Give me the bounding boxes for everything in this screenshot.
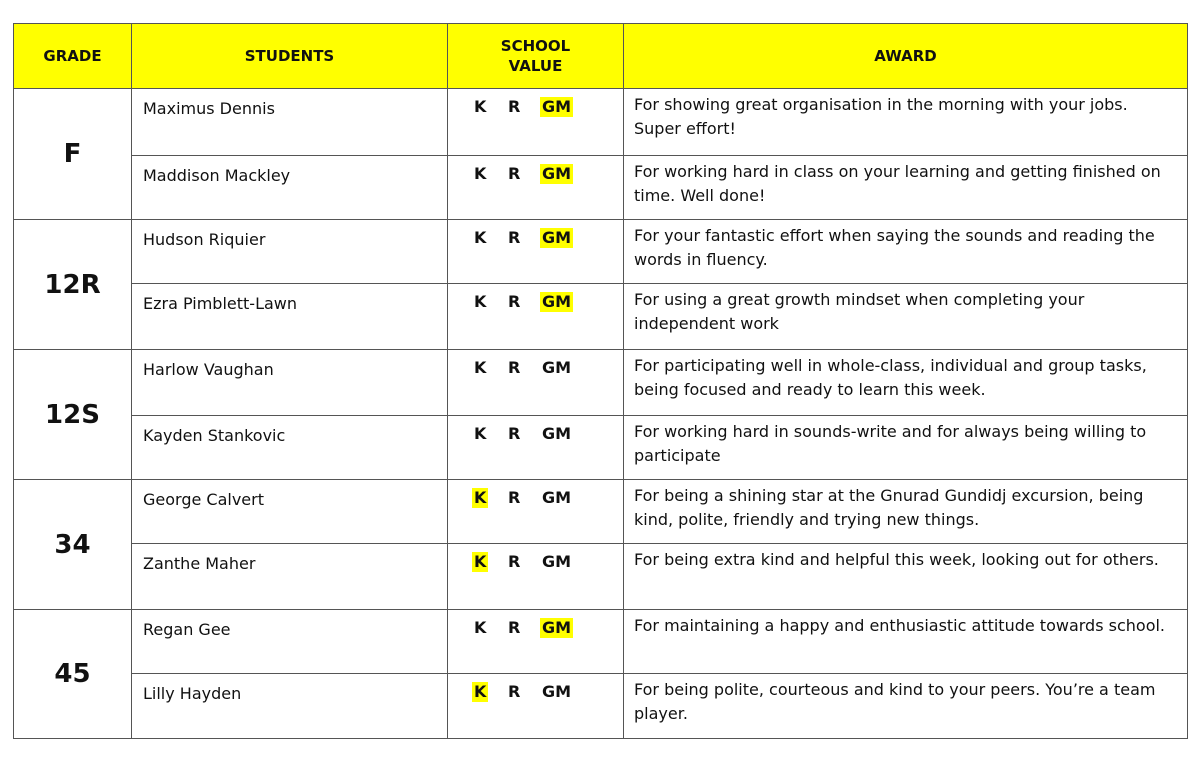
- school-value-cell: [448, 674, 624, 739]
- students-header: STUDENTS: [132, 24, 448, 89]
- value-k-highlighted: K: [474, 552, 487, 571]
- award-text: For being polite, courteous and kind to your peers. You’re a team player.: [624, 674, 1188, 739]
- school-value-group: [448, 618, 623, 642]
- value-r: R: [508, 552, 521, 571]
- award-text: For working hard in sounds-write and for always being willing to participate: [624, 416, 1188, 480]
- award-text: For showing great organisation in the morning with your jobs. Super effort!: [624, 89, 1188, 156]
- table-row: [14, 156, 1188, 220]
- student-name: Zanthe Maher: [132, 544, 448, 610]
- grade-cell: 12S: [14, 350, 132, 480]
- table-row: [14, 416, 1188, 480]
- school-value-group: [448, 682, 623, 706]
- value-gm: GM: [542, 682, 572, 701]
- value-r: R: [508, 424, 521, 443]
- header-row: [14, 24, 1188, 89]
- student-name: Maddison Mackley: [132, 156, 448, 220]
- award-text: For being a shining star at the Gnurad Gundidj excursion, being kind, polite, friendly and trying new things.: [624, 480, 1188, 544]
- school-value-group: [448, 228, 623, 252]
- value-r: R: [508, 97, 521, 116]
- student-name: Kayden Stankovic: [132, 416, 448, 480]
- value-k: K: [474, 164, 487, 183]
- table-row: [14, 350, 1188, 416]
- school-value-cell: [448, 284, 624, 350]
- value-r: R: [508, 292, 521, 311]
- school-value-cell: [448, 416, 624, 480]
- student-name: Regan Gee: [132, 610, 448, 674]
- value-r: R: [508, 358, 521, 377]
- school-value-cell: [448, 544, 624, 610]
- table-row: [14, 480, 1188, 544]
- value-k: K: [474, 424, 487, 443]
- table-row: [14, 674, 1188, 739]
- value-r: R: [508, 488, 521, 507]
- value-gm-highlighted: GM: [542, 164, 572, 183]
- award-text: For working hard in class on your learning and getting finished on time. Well done!: [624, 156, 1188, 220]
- table-header: [14, 24, 1188, 89]
- school-value-cell: [448, 220, 624, 284]
- school-value-group: [448, 358, 623, 382]
- award-text: For being extra kind and helpful this week, looking out for others.: [624, 544, 1188, 610]
- award-header: AWARD: [624, 24, 1188, 89]
- table-row: [14, 544, 1188, 610]
- student-name: George Calvert: [132, 480, 448, 544]
- school-value-cell: [448, 350, 624, 416]
- award-text: For participating well in whole-class, individual and group tasks, being focused and ready to learn this week.: [624, 350, 1188, 416]
- value-k: K: [474, 358, 487, 377]
- student-name: Harlow Vaughan: [132, 350, 448, 416]
- value-gm: GM: [542, 424, 572, 443]
- value-k-highlighted: K: [474, 488, 487, 507]
- grade-cell: 45: [14, 610, 132, 739]
- school-value-header: [448, 24, 624, 89]
- value-r: R: [508, 228, 521, 247]
- value-gm: GM: [542, 358, 572, 377]
- student-name: Ezra Pimblett-Lawn: [132, 284, 448, 350]
- grade-cell: 12R: [14, 220, 132, 350]
- value-gm-highlighted: GM: [542, 97, 572, 116]
- value-r: R: [508, 682, 521, 701]
- student-name: Maximus Dennis: [132, 89, 448, 156]
- value-gm: GM: [542, 488, 572, 507]
- school-value-cell: [448, 480, 624, 544]
- school-value-header-line1: SCHOOL: [500, 37, 571, 55]
- school-value-group: [448, 292, 623, 316]
- grade-cell: 34: [14, 480, 132, 610]
- school-value-group: [448, 424, 623, 448]
- award-text: For maintaining a happy and enthusiastic attitude towards school.: [624, 610, 1188, 674]
- value-r: R: [508, 164, 521, 183]
- school-value-group: [448, 552, 623, 576]
- award-text: For your fantastic effort when saying the sounds and reading the words in fluency.: [624, 220, 1188, 284]
- school-value-cell: [448, 156, 624, 220]
- school-value-group: [448, 488, 623, 512]
- value-k: K: [474, 618, 487, 637]
- grade-header: GRADE: [14, 24, 132, 89]
- value-k: K: [474, 292, 487, 311]
- student-name: Lilly Hayden: [132, 674, 448, 739]
- value-gm: GM: [542, 552, 572, 571]
- value-k: K: [474, 228, 487, 247]
- school-value-header-line2: VALUE: [508, 57, 563, 75]
- table-body: [14, 89, 1188, 739]
- school-value-group: [448, 97, 623, 121]
- value-k: K: [474, 97, 487, 116]
- school-value-cell: [448, 89, 624, 156]
- table-row: [14, 610, 1188, 674]
- student-name: Hudson Riquier: [132, 220, 448, 284]
- value-r: R: [508, 618, 521, 637]
- value-k-highlighted: K: [474, 682, 487, 701]
- school-value-group: [448, 164, 623, 188]
- award-text: For using a great growth mindset when completing your independent work: [624, 284, 1188, 350]
- value-gm-highlighted: GM: [542, 228, 572, 247]
- table-row: [14, 89, 1188, 156]
- grade-cell: F: [14, 89, 132, 220]
- table-row: [14, 220, 1188, 284]
- value-gm-highlighted: GM: [542, 292, 572, 311]
- awards-table: [13, 23, 1188, 739]
- school-value-cell: [448, 610, 624, 674]
- table-row: [14, 284, 1188, 350]
- value-gm-highlighted: GM: [542, 618, 572, 637]
